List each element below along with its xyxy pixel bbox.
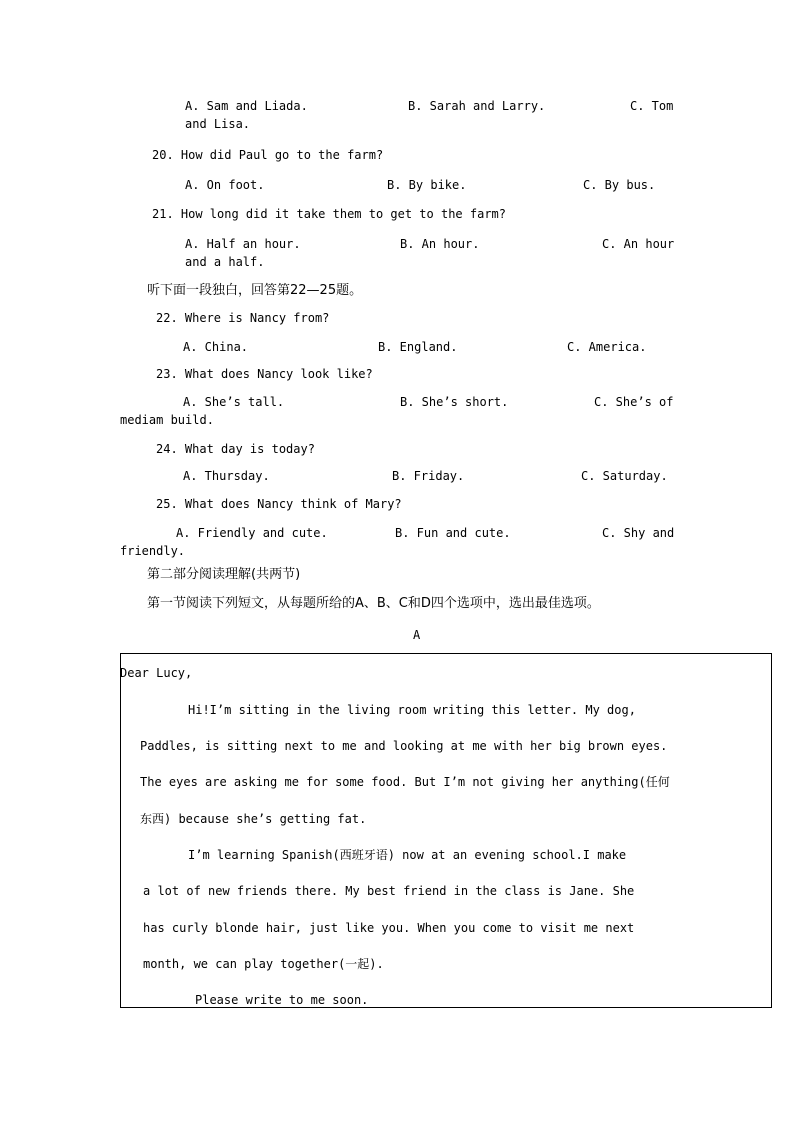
- letter-greeting: Dear Lucy,: [120, 666, 193, 680]
- q21-option-b: B. An hour.: [400, 237, 480, 251]
- monologue-instructions: 听下面一段独白，回答第22—25题。: [147, 283, 363, 298]
- q23-option-c-continued: mediam build.: [120, 413, 214, 427]
- q24-option-a: A. Thursday.: [183, 469, 270, 483]
- passage-label: A: [413, 628, 421, 642]
- q25-option-c: C. Shy and: [602, 526, 675, 540]
- q19-option-a: A. Sam and Liada.: [185, 99, 308, 113]
- q22-question: 22. Where is Nancy from?: [156, 311, 330, 325]
- q24-question: 24. What day is today?: [156, 442, 315, 456]
- q23-option-c: C. She’s of: [594, 395, 674, 409]
- part2-title: 第二部分阅读理解(共两节): [147, 567, 301, 582]
- q21-option-c: C. An hour: [602, 237, 675, 251]
- letter-line: month, we can play together(一起).: [143, 957, 384, 971]
- q22-option-a: A. China.: [183, 340, 249, 354]
- letter-line: a lot of new friends there. My best friend in the class is Jane. She: [143, 884, 635, 898]
- q22-option-c: C. America.: [567, 340, 647, 354]
- q19-option-c: C. Tom: [630, 99, 674, 113]
- letter-line: has curly blonde hair, just like you. When you come to visit me next: [143, 921, 635, 935]
- q24-option-c: C. Saturday.: [581, 469, 668, 483]
- letter-closing: Please write to me soon.: [195, 993, 369, 1007]
- q22-option-b: B. England.: [378, 340, 458, 354]
- q23-question: 23. What does Nancy look like?: [156, 367, 373, 381]
- letter-line: I’m learning Spanish(西班牙语) now at an evening school.I make: [188, 848, 627, 862]
- q19-option-b: B. Sarah and Larry.: [408, 99, 546, 113]
- q20-option-a: A. On foot.: [185, 178, 265, 192]
- q21-option-a: A. Half an hour.: [185, 237, 301, 251]
- q21-option-c-continued: and a half.: [185, 255, 265, 269]
- q25-option-c-continued: friendly.: [120, 544, 186, 558]
- q20-question: 20. How did Paul go to the farm?: [152, 148, 384, 162]
- q24-option-b: B. Friday.: [392, 469, 465, 483]
- q20-option-b: B. By bike.: [387, 178, 467, 192]
- letter-line: The eyes are asking me for some food. But I’m not giving her anything(任何: [140, 775, 670, 789]
- q23-option-a: A. She’s tall.: [183, 395, 285, 409]
- q25-option-b: B. Fun and cute.: [395, 526, 511, 540]
- letter-line: 东西) because she’s getting fat.: [140, 812, 367, 826]
- q25-option-a: A. Friendly and cute.: [176, 526, 328, 540]
- section1-instructions: 第一节阅读下列短文，从每题所给的A、B、C和D四个选项中，选出最佳选项。: [147, 596, 600, 611]
- letter-line: Hi!I’m sitting in the living room writing this letter. My dog,: [188, 703, 636, 717]
- q19-option-c-continued: and Lisa.: [185, 117, 251, 131]
- q21-question: 21. How long did it take them to get to the farm?: [152, 207, 507, 221]
- letter-line: Paddles, is sitting next to me and looking at me with her big brown eyes.: [140, 739, 668, 753]
- q23-option-b: B. She’s short.: [400, 395, 509, 409]
- q25-question: 25. What does Nancy think of Mary?: [156, 497, 402, 511]
- q20-option-c: C. By bus.: [583, 178, 656, 192]
